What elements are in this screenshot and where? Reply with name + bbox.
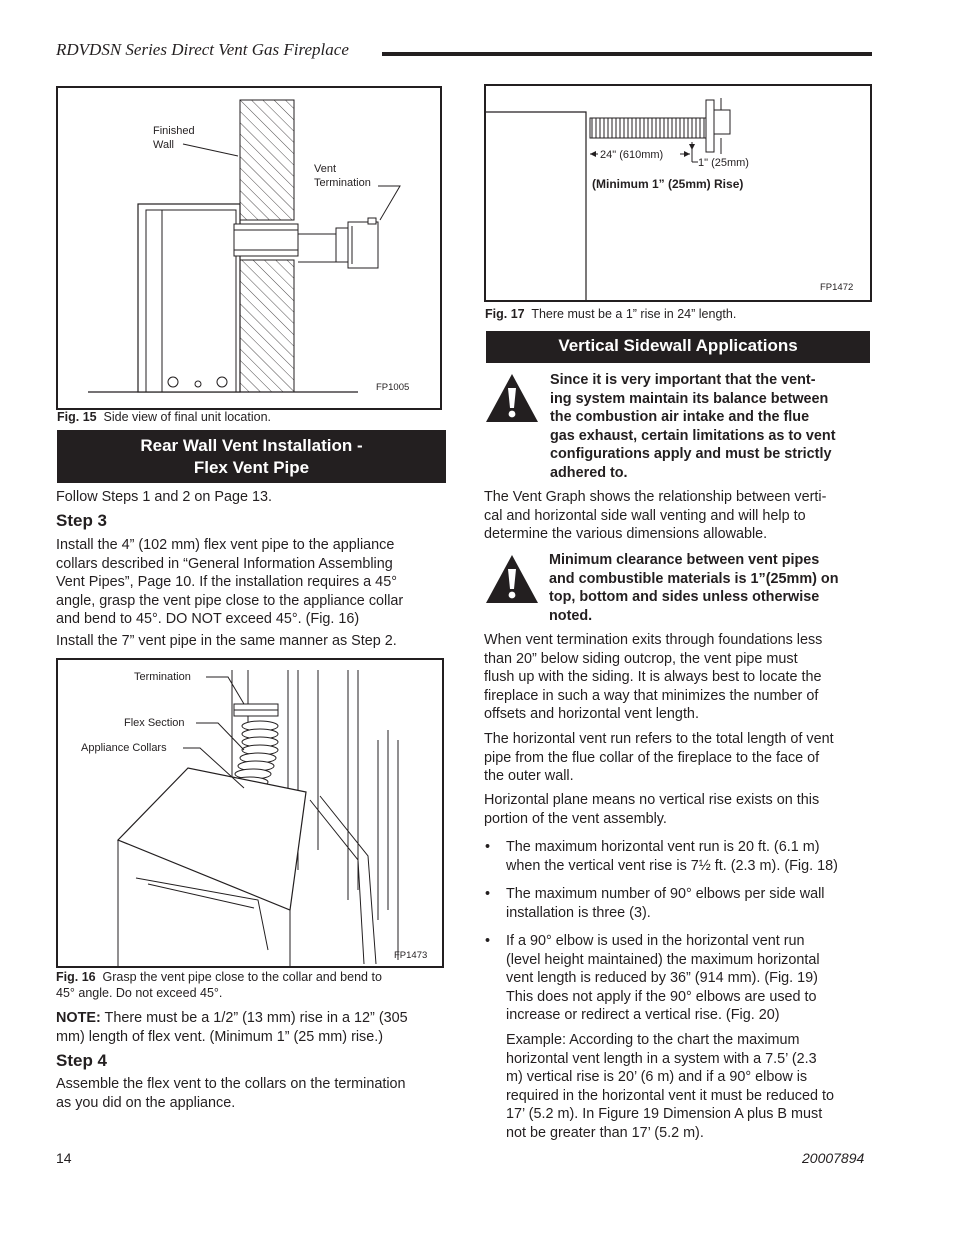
figure-17-caption: Fig. 17 There must be a 1” rise in 24” length. xyxy=(485,307,737,321)
page-number: 14 xyxy=(56,1150,72,1166)
figure-code: FP1473 xyxy=(394,950,428,961)
figure-code: FP1005 xyxy=(376,382,410,393)
label-rise: 1" (25mm) xyxy=(698,157,749,169)
label-flex-section: Flex Section xyxy=(124,717,185,729)
figure-15-drawing xyxy=(58,88,440,408)
warning-text-clearance: Minimum clearance between vent pipes and combustible materials is 1”(25mm) on top, bottom and sides unless otherwise noted. xyxy=(549,552,839,624)
figure-16-drawing xyxy=(58,660,442,966)
figure-17-drawing xyxy=(486,86,870,300)
vent-graph-paragraph: The Vent Graph shows the relationship between verti- cal and horizontal side wall venting and will help to determine the various dimensions allowable. xyxy=(484,489,827,543)
figure-15 xyxy=(56,86,442,410)
note-text: NOTE: There must be a 1/2” (13 mm) rise in a 12” (305 mm) length of flex vent. (Minimum 1” (25 mm) rise.) xyxy=(56,1010,408,1045)
warning-icon xyxy=(484,553,540,605)
warning-icon xyxy=(484,372,540,424)
figure-code: FP1472 xyxy=(820,282,854,293)
step-3-heading: Step 3 xyxy=(56,511,108,530)
step-3-extra: Install the 7” vent pipe in the same manner as Step 2. xyxy=(56,633,397,649)
section-heading-rear-wall: Rear Wall Vent Installation - Flex Vent Pipe xyxy=(57,430,446,483)
label-vent-termination: Vent Termination xyxy=(314,163,371,189)
document-number: 20007894 xyxy=(802,1150,865,1166)
example-paragraph: Example: According to the chart the maximum horizontal vent length in a system with a 7.5’ (2.3 m) vertical rise is 20’ (6 m) and if a 90° elbow is required in the horizontal vent it must be reduced to 17’ (5.2 m). In Figure 19 Dimension A plus B must not be greater than 17’ (5.2 m). xyxy=(506,1032,834,1141)
step-4-heading: Step 4 xyxy=(56,1051,108,1070)
document-title: RDVDSN Series Direct Vent Gas Fireplace xyxy=(56,40,349,59)
label-finished-wall: Finished Wall xyxy=(153,125,195,151)
figure-17 xyxy=(484,84,872,302)
step-4-text: Assemble the flex vent to the collars on the termination as you did on the appliance. xyxy=(56,1076,406,1111)
header-rule xyxy=(382,52,872,56)
label-termination: Termination xyxy=(134,671,191,683)
follow-steps-text: Follow Steps 1 and 2 on Page 13. xyxy=(56,489,273,505)
horizontal-plane-paragraph: Horizontal plane means no vertical rise exists on this portion of the vent assembly. xyxy=(484,792,820,827)
foundation-paragraph: When vent termination exits through foundations less than 20” below siding outcrop, the vent pipe must flush up with the siding. It is always best to locate the fireplace in such a way that minimizes the number of offsets and horizontal vent length. xyxy=(484,632,823,723)
warning-text-balance: Since it is very important that the vent- ing system maintain its balance between the combustion air intake and the flue gas exhaust, certain limitations as to vent configurations apply and must be strictly adhered to. xyxy=(550,372,836,481)
figure-15-caption: Fig. 15 Side view of final unit location. xyxy=(57,410,272,424)
figure-16 xyxy=(56,658,444,968)
figure-16-caption: Fig. 16 Grasp the vent pipe close to the collar and bend to 45° angle. Do not exceed 45°. xyxy=(56,970,382,1000)
label-minimum-rise: (Minimum 1” (25mm) Rise) xyxy=(592,177,744,191)
label-appliance-collars: Appliance Collars xyxy=(81,742,167,754)
step-3-text: Install the 4” (102 mm) flex vent pipe to the appliance collars described in “General Information Assembling Vent Pipes”, Page 10. If the installation requires a 45° angle, grasp the vent pipe close to the appliance collar and bend to 45°. DO NOT exceed 45°. (Fig. 16) xyxy=(56,537,404,628)
section-heading-vertical-sidewall: Vertical Sidewall Applications xyxy=(486,331,870,363)
vent-run-paragraph: The horizontal vent run refers to the total length of vent pipe from the flue collar of the fireplace to the face of the outer wall. xyxy=(484,731,834,785)
label-length: 24" (610mm) xyxy=(600,149,664,161)
